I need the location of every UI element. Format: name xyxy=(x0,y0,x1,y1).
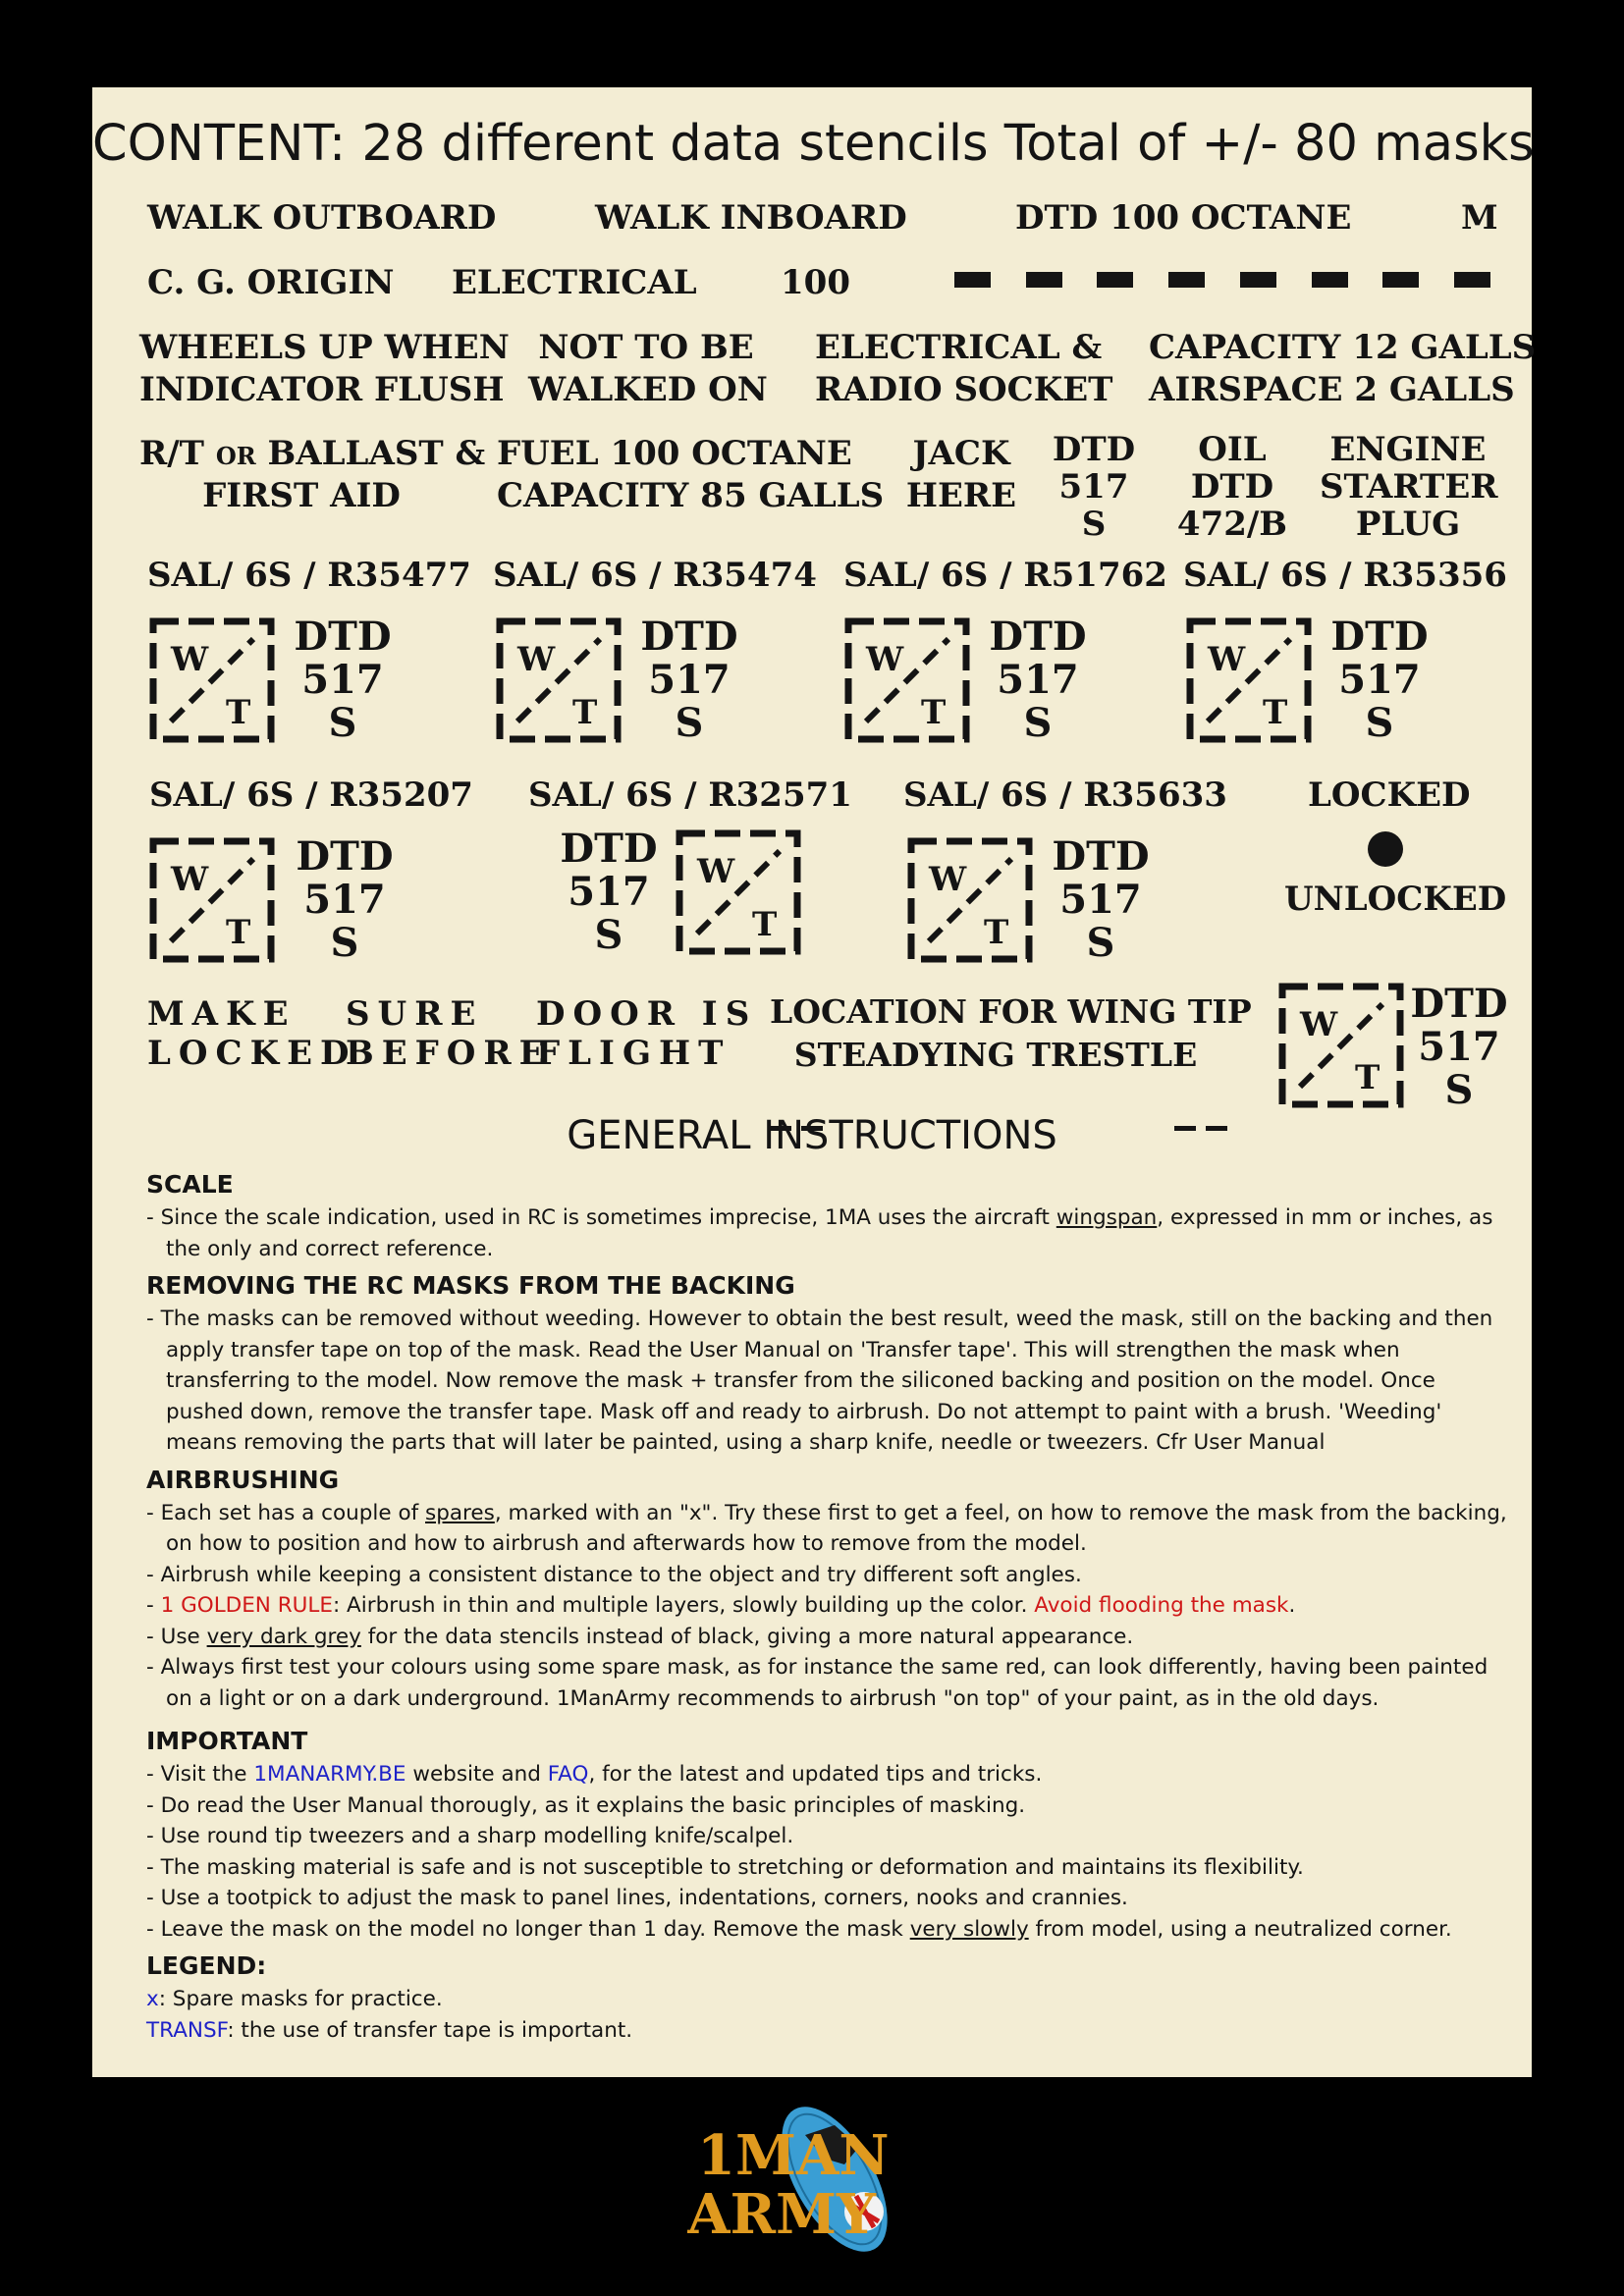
wt-letter-t: T xyxy=(1263,693,1288,732)
removing-text: - The masks can be removed without weeding. However to obtain the best result, weed the mask, still on the backing and then apply transfer tape on top of the mask. Read the User Manual on 'Transfer tape'. This will strengthen the mask when transferring to the model. Now remove the mask + transfer from the siliconed backing and position on the model. Once pushed down, remove the transfer tape. Mask off and ready to airbrush. Do not attempt to paint with a brush. 'Weeding' means removing the parts that will later be painted, using a sharp knife, needle or tweezers. Cfr User Manual xyxy=(146,1307,1493,1455)
wt-box-graphic xyxy=(149,837,275,963)
stencil-100: 100 xyxy=(781,263,850,302)
wt-box-stencil xyxy=(676,829,801,955)
logo-graphic xyxy=(687,2096,943,2263)
stencil-locked: LOCKED xyxy=(1308,775,1471,815)
wt-box-stencil xyxy=(1186,617,1312,743)
stencil-sal-r51762: SAL/ 6S / R51762 xyxy=(843,556,1167,595)
stencil-rt-ballast-first-aid: R/T OR BALLAST & FIRST AID xyxy=(139,434,486,515)
wt-letter-t: T xyxy=(572,693,598,732)
stencil-electrical-radio-socket: ELECTRICAL & RADIO SOCKET xyxy=(815,328,1113,409)
important-item: - Use round tip tweezers and a sharp modelling knife/scalpel. xyxy=(146,1824,794,1848)
wt-letter-w: W xyxy=(1208,640,1246,679)
wt-box-stencil xyxy=(1278,983,1404,1108)
logo-line1: 1MAN xyxy=(697,2123,890,2188)
important-item: - Do read the User Manual thorougly, as it explains the basic principles of masking. xyxy=(146,1792,1026,1818)
wt-box-stencil xyxy=(149,617,275,743)
stencil-engine-starter-plug: ENGINE STARTER PLUG xyxy=(1320,430,1498,544)
wt-letter-t: T xyxy=(1355,1058,1380,1097)
wt-letter-t: T xyxy=(984,913,1009,952)
stencil-sal-r35207: SAL/ 6S / R35207 xyxy=(149,775,473,815)
stencil-not-walked-on: NOT TO BE WALKED ON xyxy=(528,328,768,409)
faq-link[interactable]: FAQ xyxy=(547,1762,589,1787)
stencil-make-locked: MAKE LOCKED xyxy=(147,994,357,1073)
stencil-dtd-517-s: DTD 517 S xyxy=(1410,981,1508,1113)
wt-letter-t: T xyxy=(921,693,947,732)
stencil-sal-r32571: SAL/ 6S / R32571 xyxy=(528,775,852,815)
stencil-dtd-517-s: DTD 517 S xyxy=(294,614,392,746)
important-item: - Visit the 1MANARMY.BE website and FAQ, for the latest and updated tips and tricks. xyxy=(146,1762,1043,1787)
1manarmy-logo xyxy=(687,2096,943,2263)
stencil-sal-r35477: SAL/ 6S / R35477 xyxy=(147,556,471,595)
wt-box-graphic xyxy=(496,617,622,743)
airbrushing-heading: AIRBRUSHING xyxy=(146,1465,340,1494)
important-item: - Use a tootpick to adjust the mask to panel lines, indentations, corners, nooks and crannies. xyxy=(146,1886,1128,1910)
wt-letter-w: W xyxy=(171,860,209,899)
airbrushing-item: - 1 GOLDEN RULE: Airbrush in thin and multiple layers, slowly building up the color. Avoid flooding the mask. xyxy=(146,1593,1296,1618)
lock-dot-icon xyxy=(1368,831,1403,867)
airbrushing-item: - Each set has a couple of spares, marked with an "x". Try these first to get a feel, on how to remove the mask from the backing, on how to position and how to airbrush and afterwards how to remove from the model. xyxy=(146,1500,1507,1556)
general-instructions-title: GENERAL INSTRUCTIONS xyxy=(567,1113,1057,1158)
wt-box-graphic xyxy=(1186,617,1312,743)
removing-heading: REMOVING THE RC MASKS FROM THE BACKING xyxy=(146,1271,795,1300)
wt-letter-w: W xyxy=(929,860,967,899)
stencil-walk-outboard: WALK OUTBOARD xyxy=(147,198,497,238)
legend-item: x: Spare masks for practice. xyxy=(146,1987,443,2011)
scale-text: - Since the scale indication, used in RC is sometimes imprecise, 1MA uses the aircraft wingspan, expressed in mm or inches, as the only and correct reference. xyxy=(146,1205,1493,1261)
stencil-sal-r35633: SAL/ 6S / R35633 xyxy=(903,775,1227,815)
stencil-dtd-517-s: DTD 517 S xyxy=(1330,614,1429,746)
wt-letter-w: W xyxy=(1300,1005,1338,1044)
stencil-dtd-517-s: DTD 517 S xyxy=(1052,833,1150,966)
wt-box-graphic xyxy=(844,617,970,743)
wt-box-stencil xyxy=(496,617,622,743)
stencil-fuel-100-octane: FUEL 100 OCTANE CAPACITY 85 GALLS xyxy=(497,434,885,515)
website-link[interactable]: 1MANARMY.BE xyxy=(253,1762,406,1787)
wt-box-graphic xyxy=(1278,983,1404,1108)
content-title: CONTENT: 28 different data stencils Total of +/- 80 masks xyxy=(92,115,1535,173)
important-item: - The masking material is safe and is not susceptible to stretching or deformation and maintains its flexibility. xyxy=(146,1854,1304,1880)
instructions-body xyxy=(146,1163,1516,2046)
scale-heading: SCALE xyxy=(146,1170,234,1199)
stencil-door-is-flight: DOOR IS FLIGHT xyxy=(536,994,758,1073)
stencil-jack-here: JACK HERE xyxy=(905,434,1017,515)
stencil-sure-before: SURE BEFORE xyxy=(346,994,553,1073)
airbrushing-item: - Use very dark grey for the data stencils instead of black, giving a more natural appearance. xyxy=(146,1624,1134,1649)
important-item: - Leave the mask on the model no longer than 1 day. Remove the mask very slowly from model, using a neutralized corner. xyxy=(146,1916,1452,1942)
stencil-dtd-517-s: DTD 517 S xyxy=(640,614,738,746)
stencil-wheels-up: WHEELS UP WHEN INDICATOR FLUSH xyxy=(139,328,510,409)
stencil-cg-origin: C. G. ORIGIN xyxy=(147,263,395,302)
stencil-location-wing-tip: LOCATION FOR WING TIP STEADYING TRESTLE xyxy=(770,992,1252,1074)
stencil-dash-line xyxy=(954,272,1490,288)
wt-box-graphic xyxy=(149,617,275,743)
stencil-dtd-517-s: DTD 517 S xyxy=(296,833,394,966)
wt-box-stencil xyxy=(149,837,275,963)
stencil-oil-dtd-472b: OIL DTD 472/B xyxy=(1176,430,1288,544)
wt-letter-w: W xyxy=(697,852,735,891)
wt-letter-w: W xyxy=(171,640,209,679)
airbrushing-item: - Always first test your colours using some spare mask, as for instance the same red, can look differently, having been painted on a light or on a dark underground. 1ManArmy recommends to airbrush "on top" of your paint, as in the old days. xyxy=(146,1655,1489,1711)
wt-letter-t: T xyxy=(226,913,251,952)
wt-box-graphic xyxy=(907,837,1033,963)
stencil-sal-r35356: SAL/ 6S / R35356 xyxy=(1183,556,1507,595)
logo-line2: ARMY xyxy=(687,2182,876,2247)
airbrushing-item: - Airbrush while keeping a consistent distance to the object and try different soft angles. xyxy=(146,1562,1082,1587)
stencil-sheet xyxy=(92,87,1537,2077)
wt-box-stencil xyxy=(907,837,1033,963)
stencil-m: M xyxy=(1461,198,1498,238)
stencil-electrical: ELECTRICAL xyxy=(452,263,697,302)
wt-letter-w: W xyxy=(866,640,904,679)
stencil-dtd-100-octane: DTD 100 OCTANE xyxy=(1015,198,1352,238)
wt-letter-t: T xyxy=(752,905,778,944)
wt-box-stencil xyxy=(844,617,970,743)
wt-letter-w: W xyxy=(517,640,556,679)
stencil-dtd-517-s: DTD 517 S xyxy=(989,614,1087,746)
stencil-dtd-517-s: DTD 517 S xyxy=(560,826,658,958)
stencil-sal-r35474: SAL/ 6S / R35474 xyxy=(493,556,817,595)
stencil-capacity-12-galls: CAPACITY 12 GALLS AIRSPACE 2 GALLS xyxy=(1149,328,1537,409)
legend-item: TRANSF: the use of transfer tape is important. xyxy=(146,2017,633,2043)
wt-box-graphic xyxy=(676,829,801,955)
important-heading: IMPORTANT xyxy=(146,1727,308,1755)
stencil-walk-inboard: WALK INBOARD xyxy=(595,198,907,238)
stencil-unlocked: UNLOCKED xyxy=(1284,880,1507,919)
wt-letter-t: T xyxy=(226,693,251,732)
stencil-dtd-517-s: DTD 517 S xyxy=(1052,430,1136,544)
legend-heading: LEGEND: xyxy=(146,1951,267,1980)
